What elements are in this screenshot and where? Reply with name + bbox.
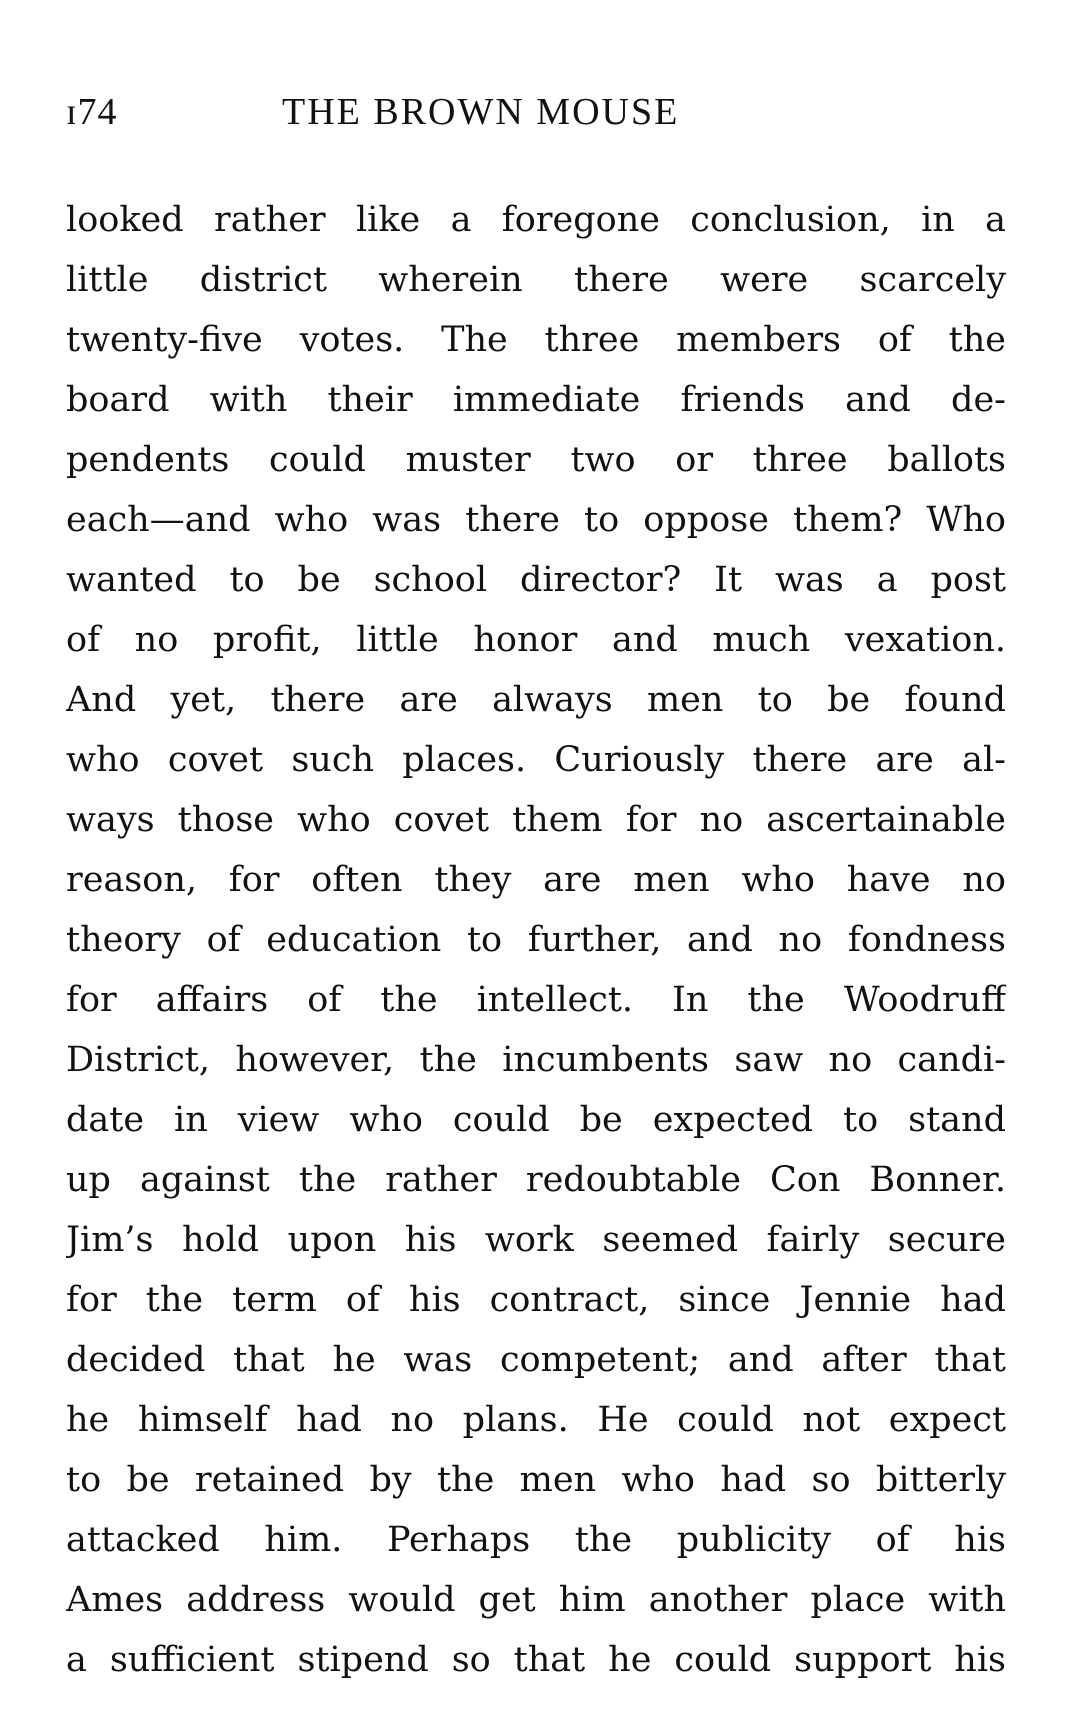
text-line: to be retained by the men who had so bitterly <box>66 1460 1006 1500</box>
text-line: attacked him. Perhaps the publicity of his <box>66 1520 1006 1560</box>
text-line: little district wherein there were scarcely <box>66 260 1006 300</box>
page-header <box>66 88 1006 136</box>
text-line: Ames address would get him another place with <box>66 1580 1006 1620</box>
page-number: ɪ74 <box>66 91 118 133</box>
text-line: District, however, the incumbents saw no candi- <box>66 1040 1006 1080</box>
text-line: who covet such places. Curiously there are al- <box>66 740 1006 780</box>
text-line: date in view who could be expected to stand <box>66 1100 1006 1140</box>
text-line: each—and who was there to oppose them? Who <box>66 500 1006 540</box>
text-line: for affairs of the intellect. In the Woodruff <box>66 980 1006 1020</box>
text-line: of no profit, little honor and much vexation. <box>66 620 1006 660</box>
text-line: decided that he was competent; and after that <box>66 1340 1006 1380</box>
text-line: he himself had no plans. He could not expect <box>66 1400 1006 1440</box>
text-line: wanted to be school director? It was a post <box>66 560 1006 600</box>
text-line: board with their immediate friends and de- <box>66 380 1006 420</box>
text-line: looked rather like a foregone conclusion, in a <box>66 200 1006 240</box>
text-line: theory of education to further, and no fondness <box>66 920 1006 960</box>
text-line: up against the rather redoubtable Con Bonner. <box>66 1160 1006 1200</box>
running-title: THE BROWN MOUSE <box>282 91 680 133</box>
text-line: reason, for often they are men who have no <box>66 860 1006 900</box>
body-text <box>66 190 1006 1690</box>
text-line: And yet, there are always men to be found <box>66 680 1006 720</box>
text-line: Jim’s hold upon his work seemed fairly secure <box>66 1220 1006 1260</box>
text-line: ways those who covet them for no ascertainable <box>66 800 1006 840</box>
text-line: twenty-five votes. The three members of the <box>66 320 1006 360</box>
text-line: a sufficient stipend so that he could support his <box>66 1640 1006 1680</box>
text-line: for the term of his contract, since Jennie had <box>66 1280 1006 1320</box>
text-line: pendents could muster two or three ballots <box>66 440 1006 480</box>
